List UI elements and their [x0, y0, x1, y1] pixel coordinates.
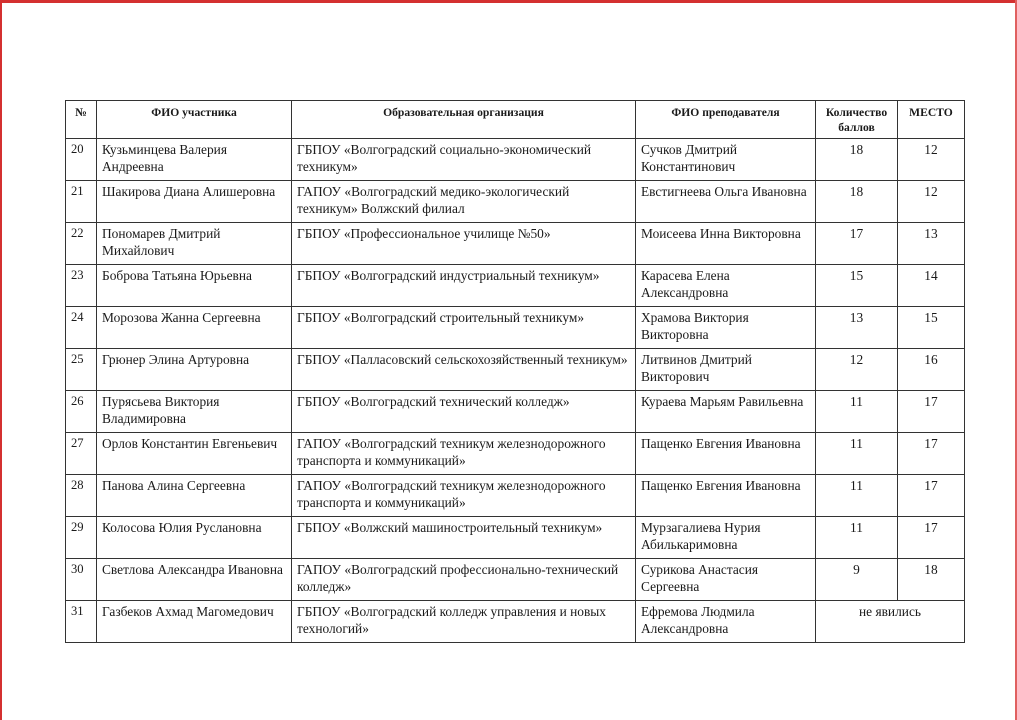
- cell-place: 17: [898, 433, 965, 475]
- header-score: Количество баллов: [816, 101, 898, 139]
- cell-teacher-name: Моисеева Инна Викторовна: [636, 223, 816, 265]
- cell-participant-name: Газбеков Ахмад Магомедович: [97, 601, 292, 643]
- cell-participant-name: Боброва Татьяна Юрьевна: [97, 265, 292, 307]
- cell-teacher-name: Пащенко Евгения Ивановна: [636, 475, 816, 517]
- cell-score: 13: [816, 307, 898, 349]
- cell-num: 26: [66, 391, 97, 433]
- header-teacher-name: ФИО преподавателя: [636, 101, 816, 139]
- table-row: [66, 517, 965, 559]
- cell-place: 17: [898, 391, 965, 433]
- cell-absent-status: не явились: [816, 601, 965, 643]
- cell-organization: ГАПОУ «Волгоградский техникум железнодорожного транспорта и коммуникаций»: [292, 475, 636, 517]
- cell-organization: ГАПОУ «Волгоградский техникум железнодорожного транспорта и коммуникаций»: [292, 433, 636, 475]
- cell-score: 15: [816, 265, 898, 307]
- cell-teacher-name: Евстигнеева Ольга Ивановна: [636, 181, 816, 223]
- cell-participant-name: Панова Алина Сергеевна: [97, 475, 292, 517]
- cell-place: 17: [898, 517, 965, 559]
- table-row: [66, 349, 965, 391]
- table-row: [66, 475, 965, 517]
- cell-num: 28: [66, 475, 97, 517]
- cell-num: 20: [66, 139, 97, 181]
- cell-organization: ГБПОУ «Волгоградский социально-экономический техникум»: [292, 139, 636, 181]
- cell-num: 24: [66, 307, 97, 349]
- cell-place: 12: [898, 181, 965, 223]
- table-row: [66, 391, 965, 433]
- cell-num: 25: [66, 349, 97, 391]
- cell-organization: ГАПОУ «Волгоградский медико-экологический техникум» Волжский филиал: [292, 181, 636, 223]
- cell-teacher-name: Карасева Елена Александровна: [636, 265, 816, 307]
- header-num: №: [66, 101, 97, 139]
- table-row: [66, 307, 965, 349]
- cell-place: 17: [898, 475, 965, 517]
- cell-teacher-name: Кураева Марьям Равильевна: [636, 391, 816, 433]
- table-row: [66, 139, 965, 181]
- cell-num: 27: [66, 433, 97, 475]
- cell-place: 15: [898, 307, 965, 349]
- cell-score: 17: [816, 223, 898, 265]
- cell-num: 23: [66, 265, 97, 307]
- cell-organization: ГБПОУ «Волгоградский колледж управления и новых технологий»: [292, 601, 636, 643]
- cell-score: 18: [816, 181, 898, 223]
- table-row-absent: [66, 601, 965, 643]
- cell-organization: ГБПОУ «Палласовский сельскохозяйственный техникум»: [292, 349, 636, 391]
- cell-organization: ГБПОУ «Волгоградский строительный техникум»: [292, 307, 636, 349]
- cell-organization: ГБПОУ «Волгоградский технический колледж»: [292, 391, 636, 433]
- cell-place: 12: [898, 139, 965, 181]
- cell-score: 18: [816, 139, 898, 181]
- cell-participant-name: Светлова Александра Ивановна: [97, 559, 292, 601]
- header-organization: Образовательная организация: [292, 101, 636, 139]
- header-participant-name: ФИО участника: [97, 101, 292, 139]
- cell-participant-name: Колосова Юлия Руслановна: [97, 517, 292, 559]
- table-row: [66, 559, 965, 601]
- table-header-row: [66, 101, 965, 139]
- cell-score: 11: [816, 517, 898, 559]
- table-row: [66, 433, 965, 475]
- cell-num: 21: [66, 181, 97, 223]
- results-table: [65, 100, 965, 643]
- cell-num: 29: [66, 517, 97, 559]
- cell-participant-name: Шакирова Диана Алишеровна: [97, 181, 292, 223]
- cell-participant-name: Кузьминцева Валерия Андреевна: [97, 139, 292, 181]
- cell-organization: ГБПОУ «Волгоградский индустриальный техникум»: [292, 265, 636, 307]
- cell-teacher-name: Сучков Дмитрий Константинович: [636, 139, 816, 181]
- page-border-left: [0, 0, 2, 720]
- page-border-top: [0, 0, 1017, 3]
- cell-organization: ГБПОУ «Профессиональное училище №50»: [292, 223, 636, 265]
- cell-participant-name: Морозова Жанна Сергеевна: [97, 307, 292, 349]
- cell-score: 12: [816, 349, 898, 391]
- table-row: [66, 181, 965, 223]
- cell-score: 11: [816, 475, 898, 517]
- cell-teacher-name: Храмова Виктория Викторовна: [636, 307, 816, 349]
- cell-place: 13: [898, 223, 965, 265]
- cell-teacher-name: Ефремова Людмила Александровна: [636, 601, 816, 643]
- cell-place: 18: [898, 559, 965, 601]
- cell-place: 14: [898, 265, 965, 307]
- cell-score: 9: [816, 559, 898, 601]
- cell-participant-name: Орлов Константин Евгеньевич: [97, 433, 292, 475]
- cell-teacher-name: Мурзагалиева Нурия Абилькаримовна: [636, 517, 816, 559]
- cell-place: 16: [898, 349, 965, 391]
- cell-participant-name: Грюнер Элина Артуровна: [97, 349, 292, 391]
- cell-num: 31: [66, 601, 97, 643]
- header-place: МЕСТО: [898, 101, 965, 139]
- cell-participant-name: Пономарев Дмитрий Михайлович: [97, 223, 292, 265]
- cell-teacher-name: Пащенко Евгения Ивановна: [636, 433, 816, 475]
- cell-score: 11: [816, 391, 898, 433]
- table-row: [66, 223, 965, 265]
- cell-teacher-name: Сурикова Анастасия Сергеевна: [636, 559, 816, 601]
- cell-num: 22: [66, 223, 97, 265]
- cell-organization: ГАПОУ «Волгоградский профессионально-технический колледж»: [292, 559, 636, 601]
- cell-teacher-name: Литвинов Дмитрий Викторович: [636, 349, 816, 391]
- cell-score: 11: [816, 433, 898, 475]
- cell-num: 30: [66, 559, 97, 601]
- cell-participant-name: Пурясьева Виктория Владимировна: [97, 391, 292, 433]
- table-row: [66, 265, 965, 307]
- cell-organization: ГБПОУ «Волжский машиностроительный техникум»: [292, 517, 636, 559]
